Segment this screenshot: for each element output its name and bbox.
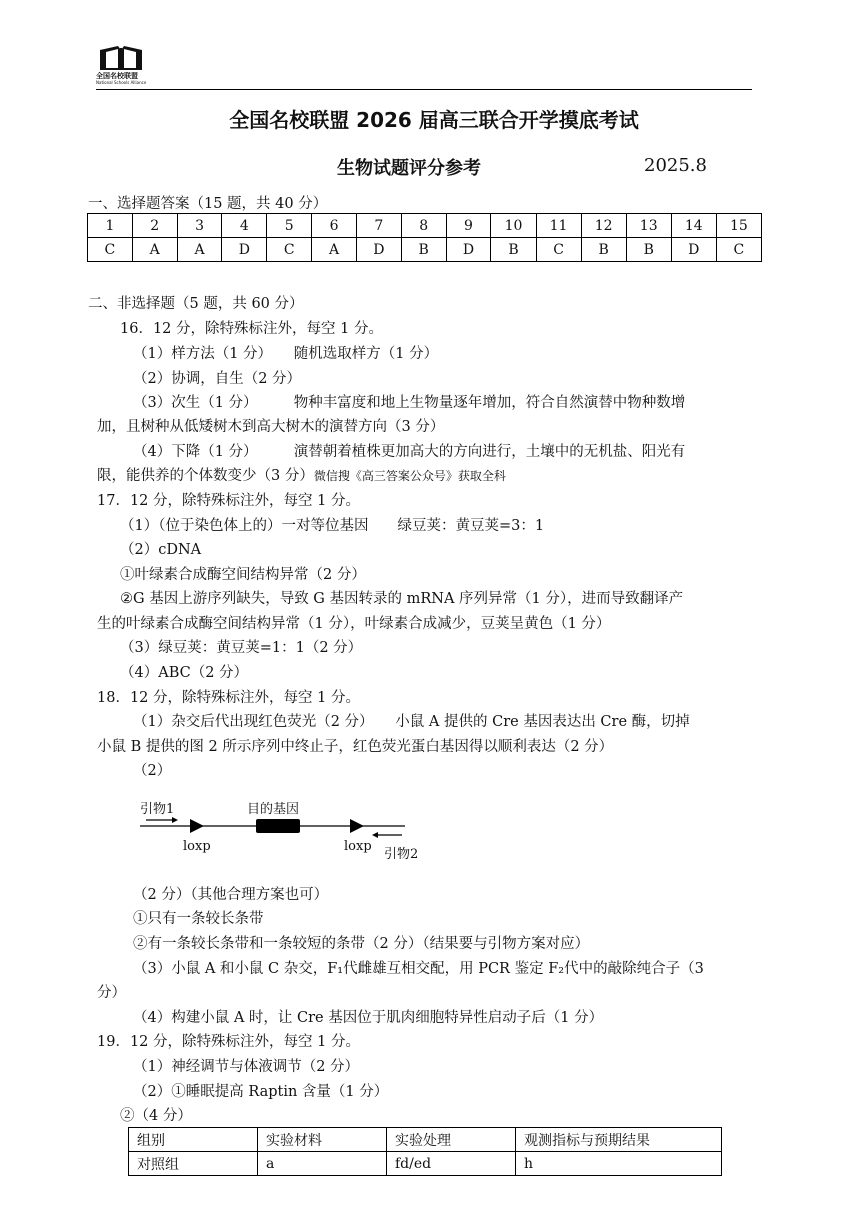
q17-answer: （4）ABC（2 分） [120, 665, 249, 681]
q19-answer: （1）神经调节与体液调节（2 分） [133, 1059, 360, 1075]
logo-subtext: National Schools Alliance [96, 80, 147, 85]
q16-heading: 16．12 分，除特殊标注外，每空 1 分。 [120, 321, 383, 337]
answer-cell: B [581, 238, 626, 262]
question-number: 8 [401, 214, 446, 238]
answer-cell: B [626, 238, 671, 262]
table-header-cell: 组别 [129, 1128, 258, 1152]
q18-answer: （4）构建小鼠 A 时，让 Cre 基因位于肌肉细胞特异性启动子后（1 分） [133, 1010, 604, 1026]
q19-answer: （2）①睡眠提高 Raptin 含量（1 分） [133, 1084, 389, 1100]
answer-cell: C [88, 238, 133, 262]
answer-cell: A [312, 238, 357, 262]
answer-table-answer-row [88, 238, 762, 262]
question-number: 12 [581, 214, 626, 238]
table-header-cell: 观测指标与预期结果 [516, 1128, 722, 1152]
table-cell: a [258, 1152, 387, 1176]
question-number: 11 [536, 214, 581, 238]
table-header-cell: 实验材料 [258, 1128, 387, 1152]
loxp-left-triangle [190, 819, 204, 833]
exam-title: 全国名校联盟 2026 届高三联合开学摸底考试 [229, 108, 639, 132]
question-number: 9 [446, 214, 491, 238]
answer-cell: D [222, 238, 267, 262]
q17-answer: （1）（位于染色体上的）一对等位基因 绿豆荚：黄豆荚=3：1 [120, 518, 545, 534]
q18-answer: 分） [97, 985, 126, 1001]
answer-cell: D [671, 238, 716, 262]
q17-answer: （2）cDNA [120, 542, 202, 558]
answer-cell: D [446, 238, 491, 262]
q18-answer: （1）杂交后代出现红色荧光（2 分） 小鼠 A 提供的 Cre 基因表达出 Cre 酶，切掉 [133, 714, 690, 730]
logo-text: 全国名校联盟 [96, 72, 138, 80]
question-number: 1 [88, 214, 133, 238]
q17-heading: 17．12 分，除特殊标注外，每空 1 分。 [97, 493, 360, 509]
answer-cell: C [716, 238, 761, 262]
q18-answer: ①只有一条较长条带 [133, 911, 264, 927]
q17-answer: （3）绿豆荚：黄豆荚=1：1（2 分） [120, 640, 363, 656]
question-number: 3 [177, 214, 222, 238]
q16-answer: （4）下降（1 分） 演替朝着植株更加高大的方向进行，土壤中的无机盐、阳光有 [133, 444, 686, 460]
answer-cell: A [132, 238, 177, 262]
question-number: 7 [356, 214, 401, 238]
answer-cell: D [356, 238, 401, 262]
table-cell: fd/ed [387, 1152, 516, 1176]
q16-answer: （2）协调，自生（2 分） [133, 371, 302, 387]
answer-table-number-row [88, 214, 762, 238]
question-number: 4 [222, 214, 267, 238]
question-number: 15 [716, 214, 761, 238]
experiment-table [128, 1127, 722, 1176]
header-rule [96, 89, 752, 90]
q16-answer: （3）次生（1 分） 物种丰富度和地上生物量逐年增加，符合自然演替中物种数增 [133, 395, 686, 411]
q17-answer: ②G 基因上游序列缺失，导致 G 基因转录的 mRNA 序列异常（1 分），进而导致翻译产 [120, 591, 684, 607]
answer-table [87, 213, 762, 262]
section2-heading: 二、非选择题（5 题，共 60 分） [88, 296, 304, 312]
question-number: 5 [267, 214, 312, 238]
answer-cell: B [491, 238, 536, 262]
q18-answer: （2） [133, 763, 172, 779]
answer-cell: C [536, 238, 581, 262]
loxp-left-label: loxp [183, 839, 211, 854]
exam-date: 2025.8 [644, 155, 707, 176]
loxp-right-triangle [350, 819, 364, 833]
target-gene-label: 目的基因 [247, 802, 300, 817]
experiment-table-row [129, 1152, 722, 1176]
primer1-arrow-head [172, 817, 178, 823]
q17-answer: ①叶绿素合成酶空间结构异常（2 分） [120, 567, 366, 583]
watermark-text: 微信搜《高三答案公众号》获取全科 [313, 469, 506, 483]
question-number: 14 [671, 214, 716, 238]
question-number: 2 [132, 214, 177, 238]
question-number: 13 [626, 214, 671, 238]
section1-heading: 一、选择题答案（15 题，共 40 分） [88, 196, 328, 212]
q16-answer-text: 限，能供养的个体数变少（3 分） [97, 468, 314, 484]
q16-answer: （1）样方法（1 分） 随机选取样方（1 分） [133, 346, 439, 362]
primer2-arrow-head [372, 832, 378, 838]
question-number: 10 [491, 214, 536, 238]
table-cell: h [516, 1152, 722, 1176]
answer-cell: C [267, 238, 312, 262]
answer-cell: B [401, 238, 446, 262]
q18-answer: 小鼠 B 提供的图 2 所示序列中终止子，红色荧光蛋白基因得以顺利表达（2 分） [97, 739, 614, 755]
primer1-label: 引物1 [140, 802, 175, 817]
target-gene-box [256, 819, 300, 833]
question-number: 6 [312, 214, 357, 238]
loxp-right-label: loxp [344, 839, 372, 854]
q16-answer: 加，且树种从低矮树木到高大树木的演替方向（3 分） [97, 419, 445, 435]
q18-answer: （3）小鼠 A 和小鼠 C 杂交，F₁代雌雄互相交配，用 PCR 鉴定 F₂代中的敲除纯合子（3 [133, 961, 704, 977]
experiment-table-header-row [129, 1128, 722, 1152]
primer2-label: 引物2 [384, 847, 419, 862]
q18-heading: 18．12 分，除特殊标注外，每空 1 分。 [97, 690, 360, 706]
table-header-cell: 实验处理 [387, 1128, 516, 1152]
q18-answer: ②有一条较长条带和一条较短的条带（2 分）（结果要与引物方案对应） [133, 936, 590, 952]
q16-answer [97, 464, 506, 485]
q18-answer: （2 分）（其他合理方案也可） [133, 887, 329, 903]
q19-answer: ②（4 分） [120, 1108, 192, 1124]
q19-heading: 19．12 分，除特殊标注外，每空 1 分。 [97, 1034, 360, 1050]
page-subtitle: 生物试题评分参考 [337, 158, 481, 179]
answer-cell: A [177, 238, 222, 262]
table-cell: 对照组 [129, 1152, 258, 1176]
q17-answer: 生的叶绿素合成酶空间结构异常（1 分），叶绿素合成减少，豆荚呈黄色（1 分） [97, 616, 611, 632]
